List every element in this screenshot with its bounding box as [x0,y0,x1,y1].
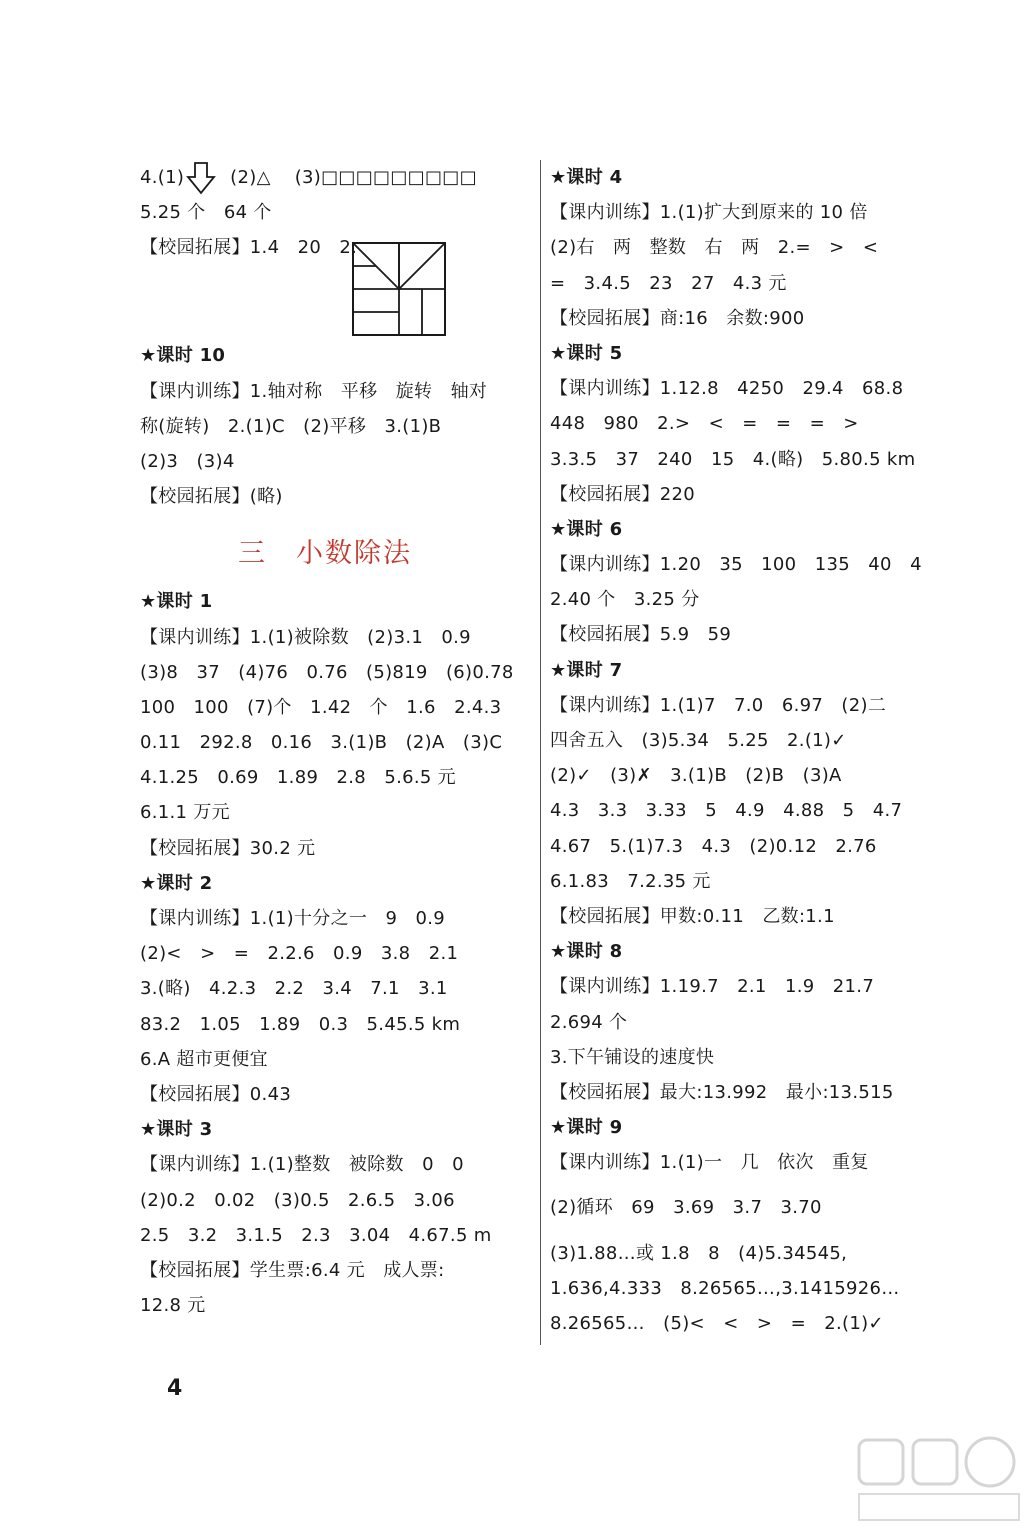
answer-4-label: 4.(1) [140,167,185,188]
answer-4-part2: (2)△ [230,167,271,188]
answer-line: 【课内训练】1.(1)扩大到原来的 10 倍 [550,202,868,224]
watermark-logo [855,1432,1023,1526]
lesson-3-answers [140,1147,530,1323]
answer-line: 2.40 个 3.25 分 [550,589,700,611]
answer-line: 3.下午铺设的速度快 [550,1046,715,1068]
answer-line: 448 980 2.> < = = = > [550,413,859,435]
answer-line: (3)1.88…或 1.8 8 (4)5.34545, [550,1242,848,1264]
lesson-3-heading: ★课时 3 [140,1119,213,1141]
answer-line: 【校园拓展】商:16 余数:900 [550,307,805,329]
lesson-4-heading: ★课时 4 [550,167,623,188]
answer-line: 【校园拓展】220 [550,483,696,505]
campus-expand-block [140,230,530,338]
answer-line: 6.A 超市更便宜 [140,1048,268,1070]
answer-line: 【校园拓展】最大:13.992 最小:13.515 [550,1081,894,1103]
answer-line: 6.1.83 7.2.35 元 [550,870,711,892]
answer-line: (2)< > = 2.2.6 0.9 3.8 2.1 [140,943,459,965]
lesson-5-heading: ★课时 5 [550,342,623,364]
answer-line: 【课内训练】1.(1)整数 被除数 0 0 [140,1154,464,1176]
lesson-10-heading: ★课时 10 [140,345,226,367]
column-divider [540,160,541,1345]
lesson-4-answers [550,195,970,336]
answer-line: 100 100 (7)个 1.42 个 1.6 2.4.3 [140,696,502,718]
answer-line: (2)✓ (3)✗ 3.(1)B (2)B (3)A [550,765,842,787]
answer-line: 【校园拓展】0.43 [140,1083,292,1105]
answer-line: 0.11 292.8 0.16 3.(1)B (2)A (3)C [140,732,503,754]
answer-line: 2.694 个 [550,1011,628,1033]
answer-line: 【课内训练】1.20 35 100 135 40 4 [550,554,922,576]
answer-line: 8.26565… (5)< < > = 2.(1)✓ [550,1313,884,1334]
lesson-1-answers [140,620,530,866]
answer-line: 4.3 3.3 3.33 5 4.9 4.88 5 4.7 [550,800,903,822]
section-title: 三 小数除法 [238,538,412,570]
lesson-7-heading: ★课时 7 [550,659,623,681]
answer-line: (2)右 两 整数 右 两 2.= > < [550,237,879,259]
answer-line: 83.2 1.05 1.89 0.3 5.45.5 km [140,1013,461,1035]
lesson-6-answers [550,547,970,653]
answer-line: 【课内训练】1.(1)7 7.0 6.97 (2)二 [550,694,887,716]
answer-line: 【课内训练】1.轴对称 平移 旋转 轴对 [140,380,488,402]
lesson-8-heading: ★课时 8 [550,941,623,963]
answer-line: 【课内训练】1.(1)一 几 依次 重复 [550,1152,869,1174]
lesson-2-answers [140,901,530,1112]
answer-line: = 3.4.5 23 27 4.3 元 [550,272,787,294]
answer-line: 【课内训练】1.12.8 4250 29.4 68.8 [550,378,904,400]
lesson-5-answers [550,371,970,512]
down-arrow-icon [186,161,216,195]
answer-line: 【校园拓展】(略) [140,486,283,508]
tangram-square-figure [352,242,446,336]
answer-line: 【校园拓展】甲数:0.11 乙数:1.1 [550,905,835,927]
answer-line: 【课内训练】1.(1)被除数 (2)3.1 0.9 [140,626,471,648]
answer-line: 6.1.1 万元 [140,802,230,824]
answer-line: 【校园拓展】5.9 59 [550,624,732,646]
lesson-9-heading: ★课时 9 [550,1117,623,1139]
answer-line: 4.1.25 0.69 1.89 2.8 5.6.5 元 [140,767,456,789]
answer-line: (2)3 (3)4 [140,450,235,472]
lesson-2-heading: ★课时 2 [140,872,213,894]
answer-line-5: 5.25 个 64 个 [140,202,272,224]
answer-line: 12.8 元 [140,1295,206,1317]
right-column [550,160,970,1341]
answer-line: (2)0.2 0.02 (3)0.5 2.6.5 3.06 [140,1189,455,1211]
answer-line: 2.5 3.2 3.1.5 2.3 3.04 4.67.5 m [140,1224,492,1246]
answer-line: 称(旋转) 2.(1)C (2)平移 3.(1)B [140,415,442,437]
answer-line: (3)8 37 (4)76 0.76 (5)819 (6)0.78 [140,661,514,683]
lesson-1-heading: ★课时 1 [140,591,213,613]
answer-line: 【课内训练】1.19.7 2.1 1.9 21.7 [550,976,875,998]
lesson-8-answers [550,969,970,1110]
lesson-10-answers [140,374,530,515]
campus-expand-line: 【校园拓展】1.4 20 2. [140,237,358,259]
answer-line: 【校园拓展】30.2 元 [140,837,316,859]
answer-line: 4.67 5.(1)7.3 4.3 (2)0.12 2.76 [550,835,877,857]
answer-line: 【校园拓展】学生票:6.4 元 成人票: [140,1259,445,1281]
answer-line: 1.636,4.333 8.26565…,3.1415926… [550,1277,900,1299]
lesson-7-answers [550,688,970,934]
answer-line: 【课内训练】1.(1)十分之一 9 0.9 [140,908,446,929]
answer-line-4 [140,160,530,195]
answer-line: 四舍五入 (3)5.34 5.25 2.(1)✓ [550,730,847,751]
lesson-9-answers [550,1145,970,1341]
lesson-6-heading: ★课时 6 [550,518,623,540]
answer-line: (2)循环 69 3.69 3.7 3.70 [550,1197,822,1219]
page-number: 4 [167,1376,183,1401]
answer-line: 3.(略) 4.2.3 2.2 3.4 7.1 3.1 [140,978,448,1000]
answer-line: 3.3.5 37 240 15 4.(略) 5.80.5 km [550,448,916,470]
answer-4-part3: (3)□□□□□□□□□ [294,167,477,188]
left-column [140,160,530,1323]
